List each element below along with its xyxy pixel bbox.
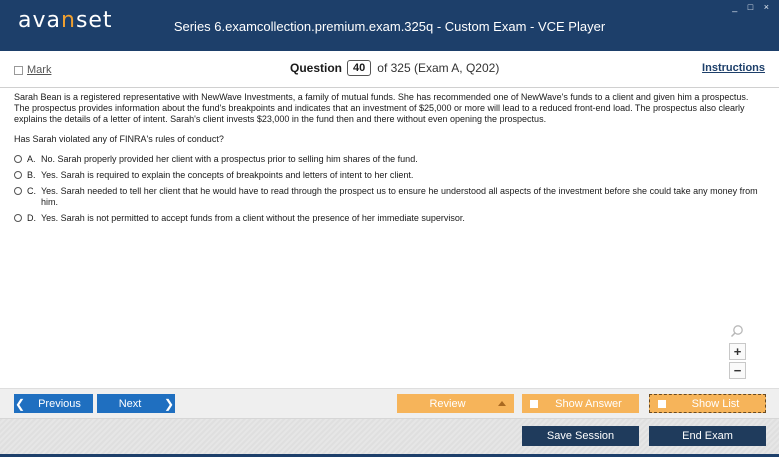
radio-icon[interactable] bbox=[14, 214, 22, 222]
zoom-search-icon[interactable] bbox=[730, 324, 744, 338]
next-label: Next bbox=[118, 397, 142, 410]
title-bar bbox=[0, 0, 779, 51]
radio-icon[interactable] bbox=[14, 187, 22, 195]
option-letter: B. bbox=[27, 170, 36, 180]
save-session-button[interactable]: Save Session bbox=[522, 426, 639, 446]
answer-option-c[interactable] bbox=[14, 186, 764, 208]
radio-icon[interactable] bbox=[14, 155, 22, 163]
checkbox-icon[interactable] bbox=[14, 66, 23, 75]
radio-icon[interactable] bbox=[14, 171, 22, 179]
triangle-up-icon bbox=[498, 401, 506, 406]
question-body bbox=[14, 92, 764, 229]
previous-label: Previous bbox=[38, 397, 81, 410]
end-exam-button[interactable]: End Exam bbox=[649, 426, 766, 446]
answer-option-b[interactable] bbox=[14, 170, 764, 181]
question-scenario: Sarah Bean is a registered representative with NewWave Investments, a family of mutual funds. She has recommended one of NewWave's funds to a client and given him a prospectus. The prospectus provides information about the fund's breakpoints and indicates that an investment of $25,000 or more will lead to a reduced front-end load. The prospectus also clearly explains the details of a letter of intent. Sarah's client invests $23,000 in the fund then and there without even opening the prospectus. bbox=[14, 92, 749, 124]
zoom-out-button[interactable]: − bbox=[729, 362, 746, 379]
logo-accent: n bbox=[60, 8, 76, 33]
option-text[interactable]: Yes. Sarah needed to tell her client that he would have to read through the prospect us to ensure he understood all aspects of the investment before she could take any money from him. bbox=[41, 186, 758, 207]
instructions-link[interactable]: Instructions bbox=[702, 62, 765, 74]
show-list-label: Show List bbox=[691, 397, 740, 410]
question-header bbox=[0, 51, 779, 88]
option-letter: C. bbox=[27, 186, 36, 196]
question-word: Question bbox=[290, 61, 343, 75]
close-icon[interactable]: × bbox=[763, 2, 773, 12]
previous-button[interactable] bbox=[14, 394, 93, 413]
question-total: of 325 (Exam A, Q202) bbox=[377, 61, 500, 75]
answer-option-a[interactable] bbox=[14, 154, 764, 165]
review-label: Review bbox=[429, 397, 466, 410]
review-button[interactable] bbox=[397, 394, 514, 413]
window-controls bbox=[732, 2, 773, 12]
chevron-left-icon: ❮ bbox=[14, 396, 26, 411]
answer-option-d[interactable] bbox=[14, 213, 764, 224]
question-number-input[interactable]: 40 bbox=[347, 60, 371, 76]
window-title: Series 6.examcollection.premium.exam.325q - Custom Exam - VCE Player bbox=[173, 19, 606, 34]
option-letter: A. bbox=[27, 154, 36, 164]
option-text[interactable]: No. Sarah properly provided her client with a prospectus prior to selling him shares of the fund. bbox=[41, 154, 418, 164]
show-answer-label: Show Answer bbox=[555, 397, 622, 410]
next-button[interactable] bbox=[97, 394, 175, 413]
checkbox-icon[interactable] bbox=[658, 400, 666, 408]
question-counter bbox=[290, 60, 499, 76]
mark-label[interactable]: Mark bbox=[27, 64, 52, 76]
show-answer-button[interactable] bbox=[522, 394, 639, 413]
chevron-right-icon: ❯ bbox=[163, 396, 175, 411]
checkbox-icon[interactable] bbox=[530, 400, 538, 408]
question-prompt: Has Sarah violated any of FINRA's rules of conduct? bbox=[14, 134, 224, 144]
logo-suffix: set bbox=[75, 8, 113, 33]
show-list-button[interactable] bbox=[649, 394, 766, 413]
mark-checkbox[interactable] bbox=[14, 64, 51, 76]
minimize-icon[interactable]: _ bbox=[732, 2, 742, 12]
option-text[interactable]: Yes. Sarah is required to explain the concepts of breakpoints and letters of intent to her client. bbox=[41, 170, 414, 180]
option-letter: D. bbox=[27, 213, 36, 223]
maximize-icon[interactable]: □ bbox=[747, 2, 758, 12]
option-text[interactable]: Yes. Sarah is not permitted to accept funds from a client without the presence of her immediate supervisor. bbox=[41, 213, 465, 223]
zoom-in-button[interactable]: + bbox=[729, 343, 746, 360]
logo-prefix: ava bbox=[18, 8, 61, 33]
